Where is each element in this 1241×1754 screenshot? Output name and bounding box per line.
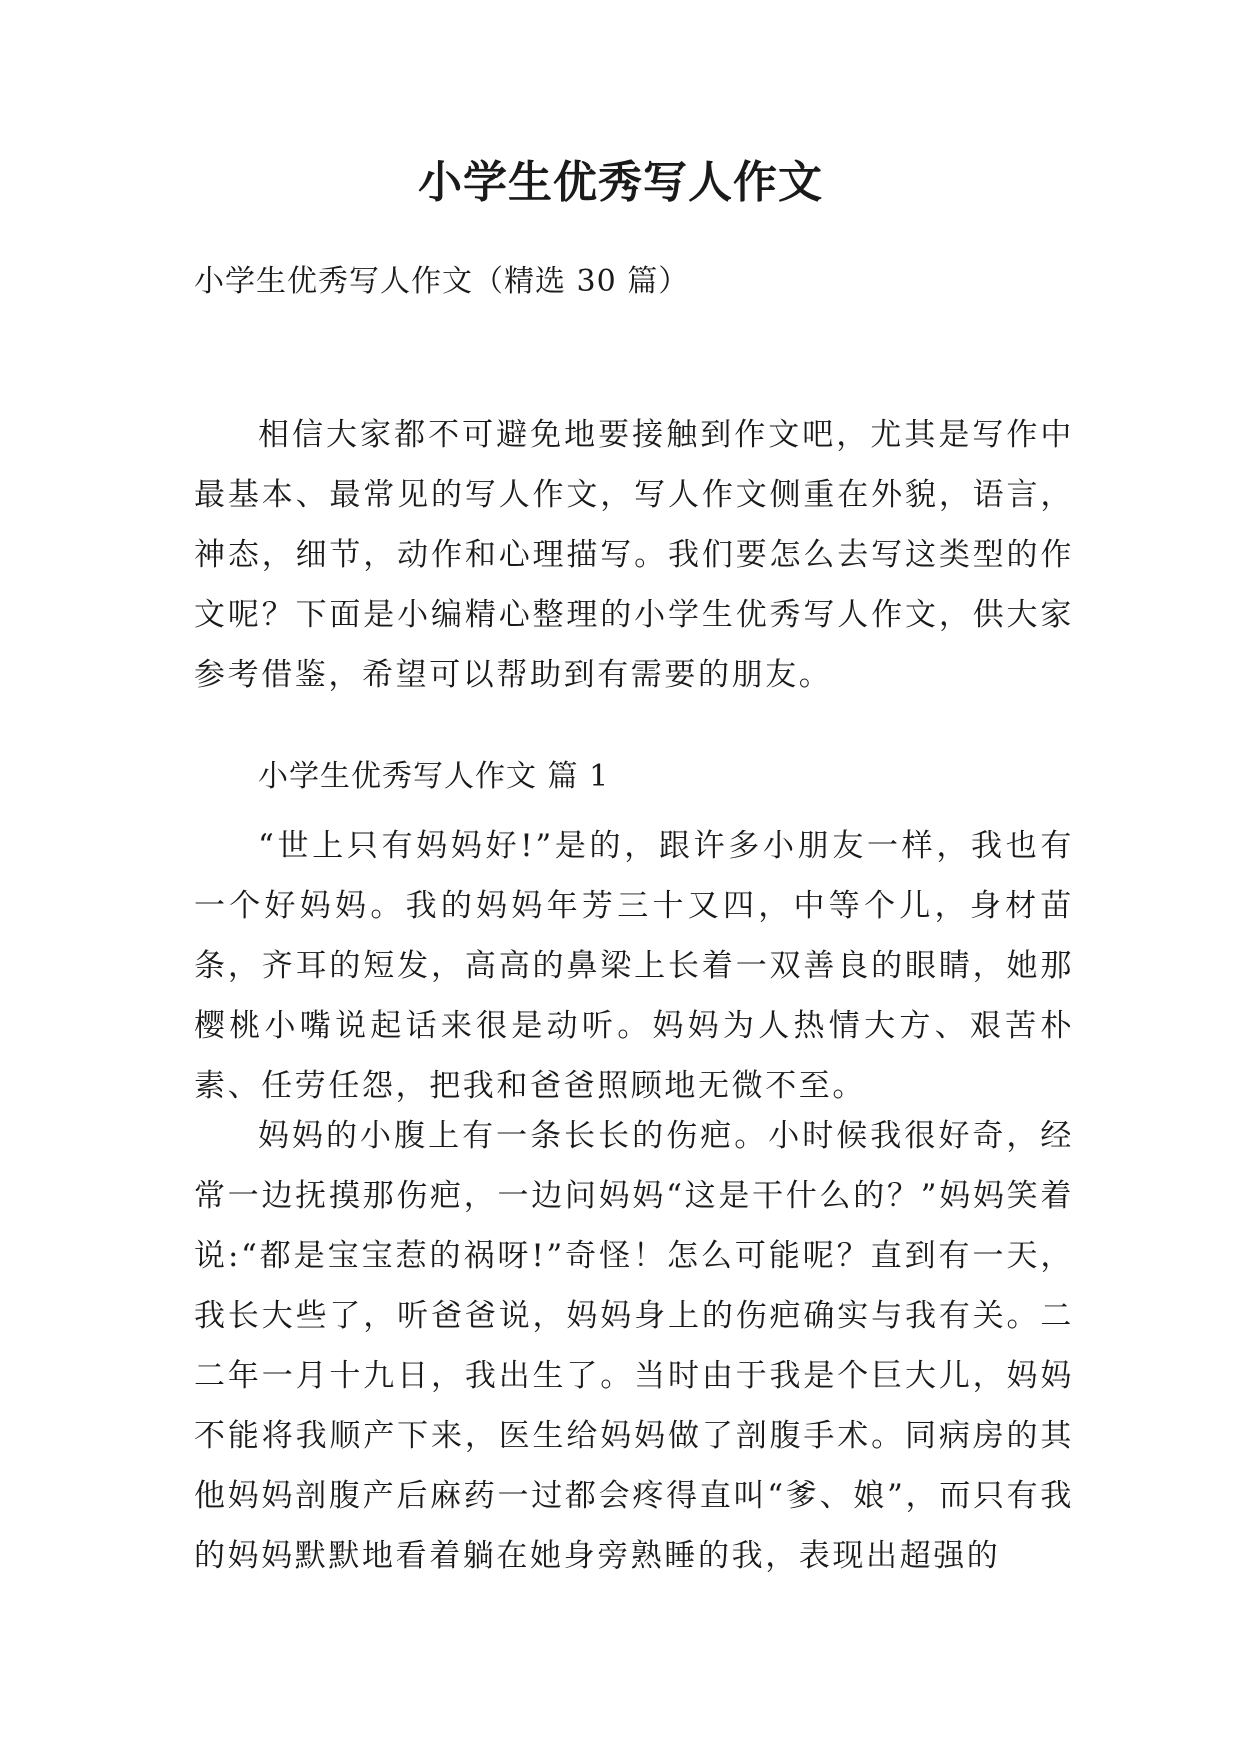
section-heading: 小学生优秀写人作文 篇 1 bbox=[258, 759, 610, 794]
body-paragraph: “世上只有妈妈好!”是的，跟许多小朋友一样，我也有一个好妈妈。我的妈妈年芳三十又四，中等个儿，身材苗条，齐耳的短发，高高的鼻梁上长着一双善良的眼睛，她那樱桃小嘴说起话来很是动听。妈妈为人热情大方、艰苦朴素、任劳任怨，把我和爸爸照顾地无微不至。 bbox=[194, 828, 1074, 1104]
intro-paragraph: 相信大家都不可避免地要接触到作文吧，尤其是写作中最基本、最常见的写人作文，写人作文侧重在外貌，语言，神态，细节，动作和心理描写。我们要怎么去写这类型的作文呢？下面是小编精心整理的小学生优秀写人作文，供大家参考借鉴，希望可以帮助到有需要的朋友。 bbox=[194, 417, 1074, 693]
document-title: 小学生优秀写人作文 bbox=[418, 157, 823, 208]
body-paragraph: 妈妈的小腹上有一条长长的伤疤。小时候我很好奇，经常一边抚摸那伤疤，一边问妈妈“这是干什么的？”妈妈笑着说:“都是宝宝惹的祸呀!”奇怪！怎么可能呢？直到有一天，我长大些了，听爸爸说，妈妈身上的伤疤确实与我有关。二二年一月十九日，我出生了。当时由于我是个巨大儿，妈妈不能将我顺产下来，医生给妈妈做了剖腹手术。同病房的其他妈妈剖腹产后麻药一过都会疼得直叫“爹、娘”，而只有我的妈妈默默地看着躺在她身旁熟睡的我，表现出超强的 bbox=[194, 1118, 1074, 1574]
document-subtitle: 小学生优秀写人作文（精选 30 篇） bbox=[194, 264, 690, 299]
